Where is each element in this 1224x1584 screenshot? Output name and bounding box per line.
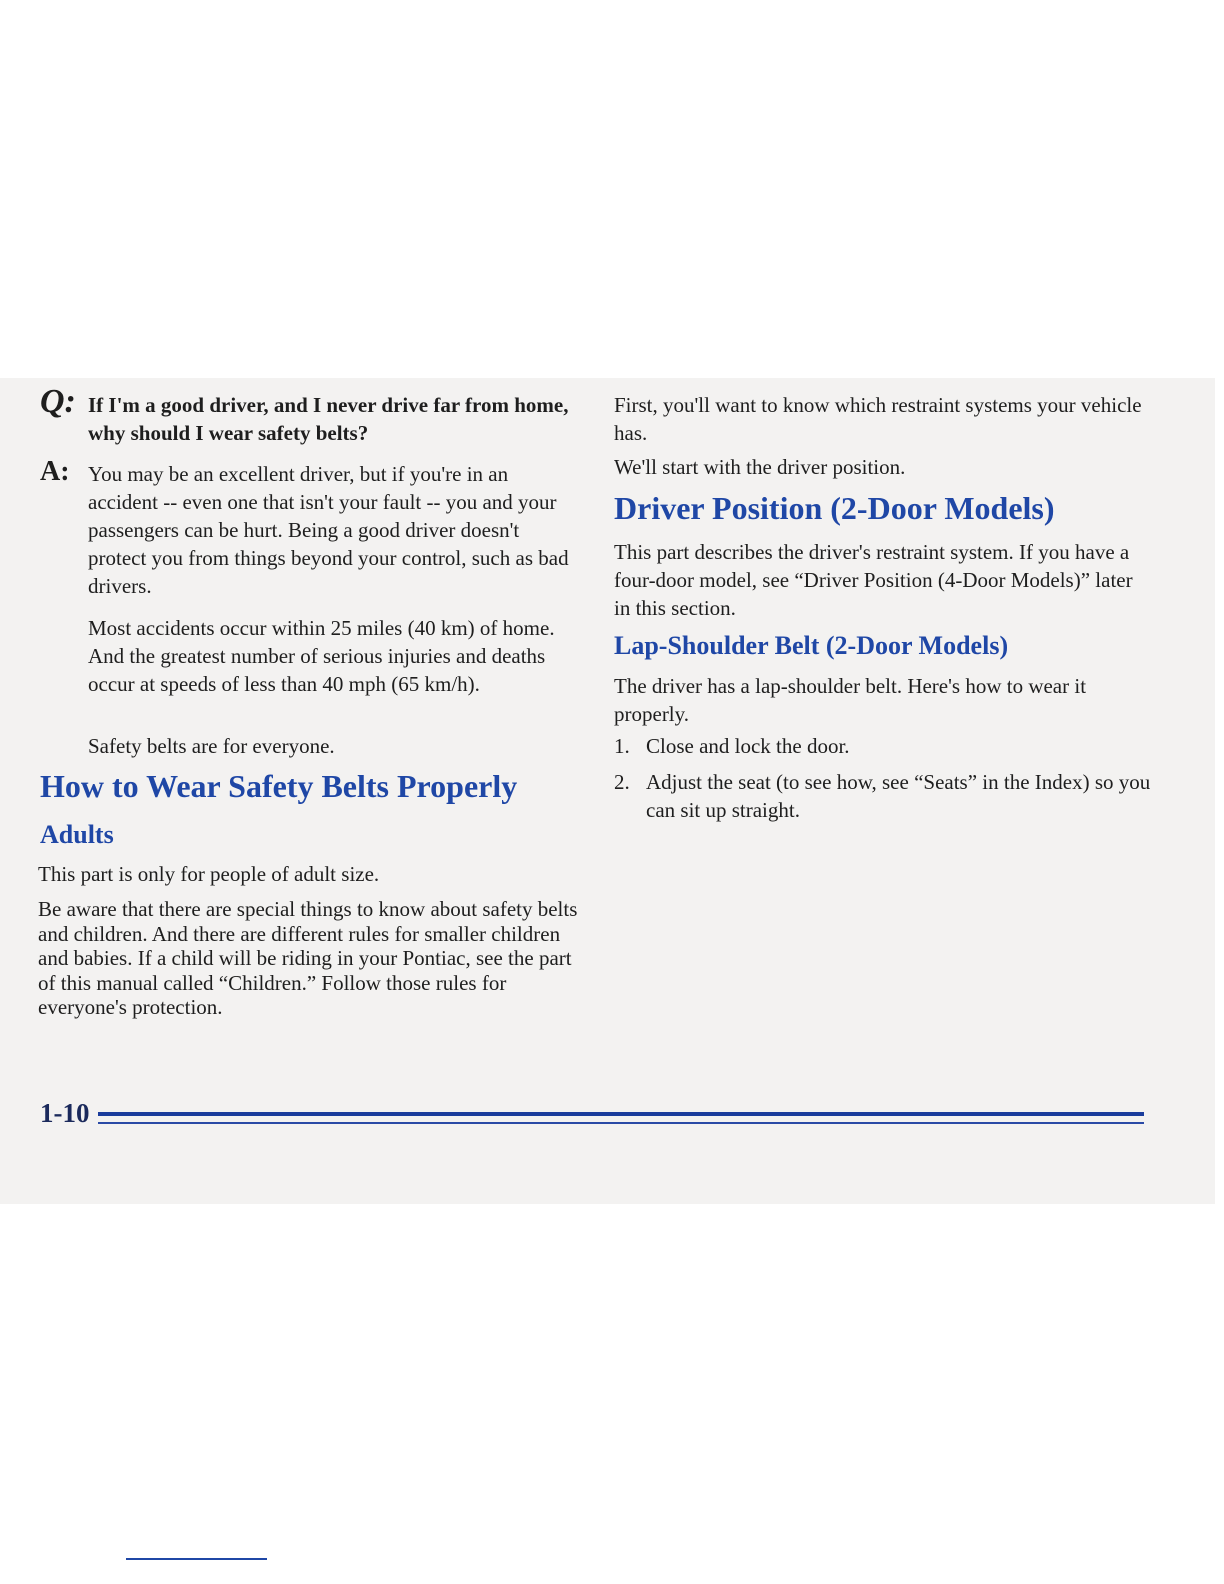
everyone-paragraph: Safety belts are for everyone. bbox=[88, 734, 335, 758]
restraint-intro-paragraph: First, you'll want to know which restraint systems your vehicle has. bbox=[614, 393, 1142, 445]
question-text: If I'm a good driver, and I never drive far from home, why should I wear safety belts? bbox=[88, 393, 569, 445]
footer-rule-thin bbox=[98, 1122, 1144, 1124]
accident-statistics-paragraph: Most accidents occur within 25 miles (40 km) of home. And the greatest number of serious injuries and deaths occur at speeds of less than 40 mph (65 km/h). bbox=[88, 616, 555, 696]
answer-marker: A: bbox=[40, 456, 70, 487]
step-item bbox=[614, 732, 1154, 760]
answer-text: You may be an excellent driver, but if you're in an accident -- even one that isn't your fault -- you and your passengers can be hurt. Being a good driver doesn't protect you from things beyond your control, such as bad drivers. bbox=[88, 462, 569, 598]
bottom-underline bbox=[126, 1558, 267, 1560]
page-number: 1-10 bbox=[40, 1098, 96, 1129]
subheading-lap-shoulder-belt: Lap-Shoulder Belt (2-Door Models) bbox=[614, 631, 1009, 660]
section-heading-wear-belts: How to Wear Safety Belts Properly bbox=[40, 768, 518, 804]
step-text: Adjust the seat (to see how, see “Seats” in the Index) so you can sit up straight. bbox=[646, 770, 1151, 822]
step-number: 1. bbox=[614, 734, 630, 758]
lap-shoulder-paragraph: The driver has a lap-shoulder belt. Here's how to wear it properly. bbox=[614, 674, 1087, 726]
adults-intro-paragraph: This part is only for people of adult size. bbox=[38, 862, 380, 886]
footer-rule-thick bbox=[98, 1112, 1144, 1116]
driver-restraint-paragraph: This part describes the driver's restraint system. If you have a four-door model, see “Driver Position (4-Door Models)” later in this section. bbox=[614, 540, 1133, 620]
children-note-paragraph: Be aware that there are special things to know about safety belts and children. And there are different rules for smaller children and babies. If a child will be riding in your Pontiac, see the part of this manual called “Children.” Follow those rules for everyone's protection. bbox=[38, 897, 578, 1020]
instruction-steps bbox=[614, 732, 1154, 824]
manual-page bbox=[0, 378, 1215, 1204]
answer-block bbox=[38, 456, 578, 600]
driver-start-paragraph: We'll start with the driver position. bbox=[614, 455, 906, 479]
question-marker: Q: bbox=[40, 383, 76, 420]
question-block bbox=[38, 383, 578, 447]
step-item bbox=[614, 768, 1154, 824]
subheading-adults: Adults bbox=[40, 820, 114, 849]
step-number: 2. bbox=[614, 770, 630, 794]
step-text: Close and lock the door. bbox=[646, 734, 850, 758]
section-heading-driver-position: Driver Position (2-Door Models) bbox=[614, 490, 1055, 526]
